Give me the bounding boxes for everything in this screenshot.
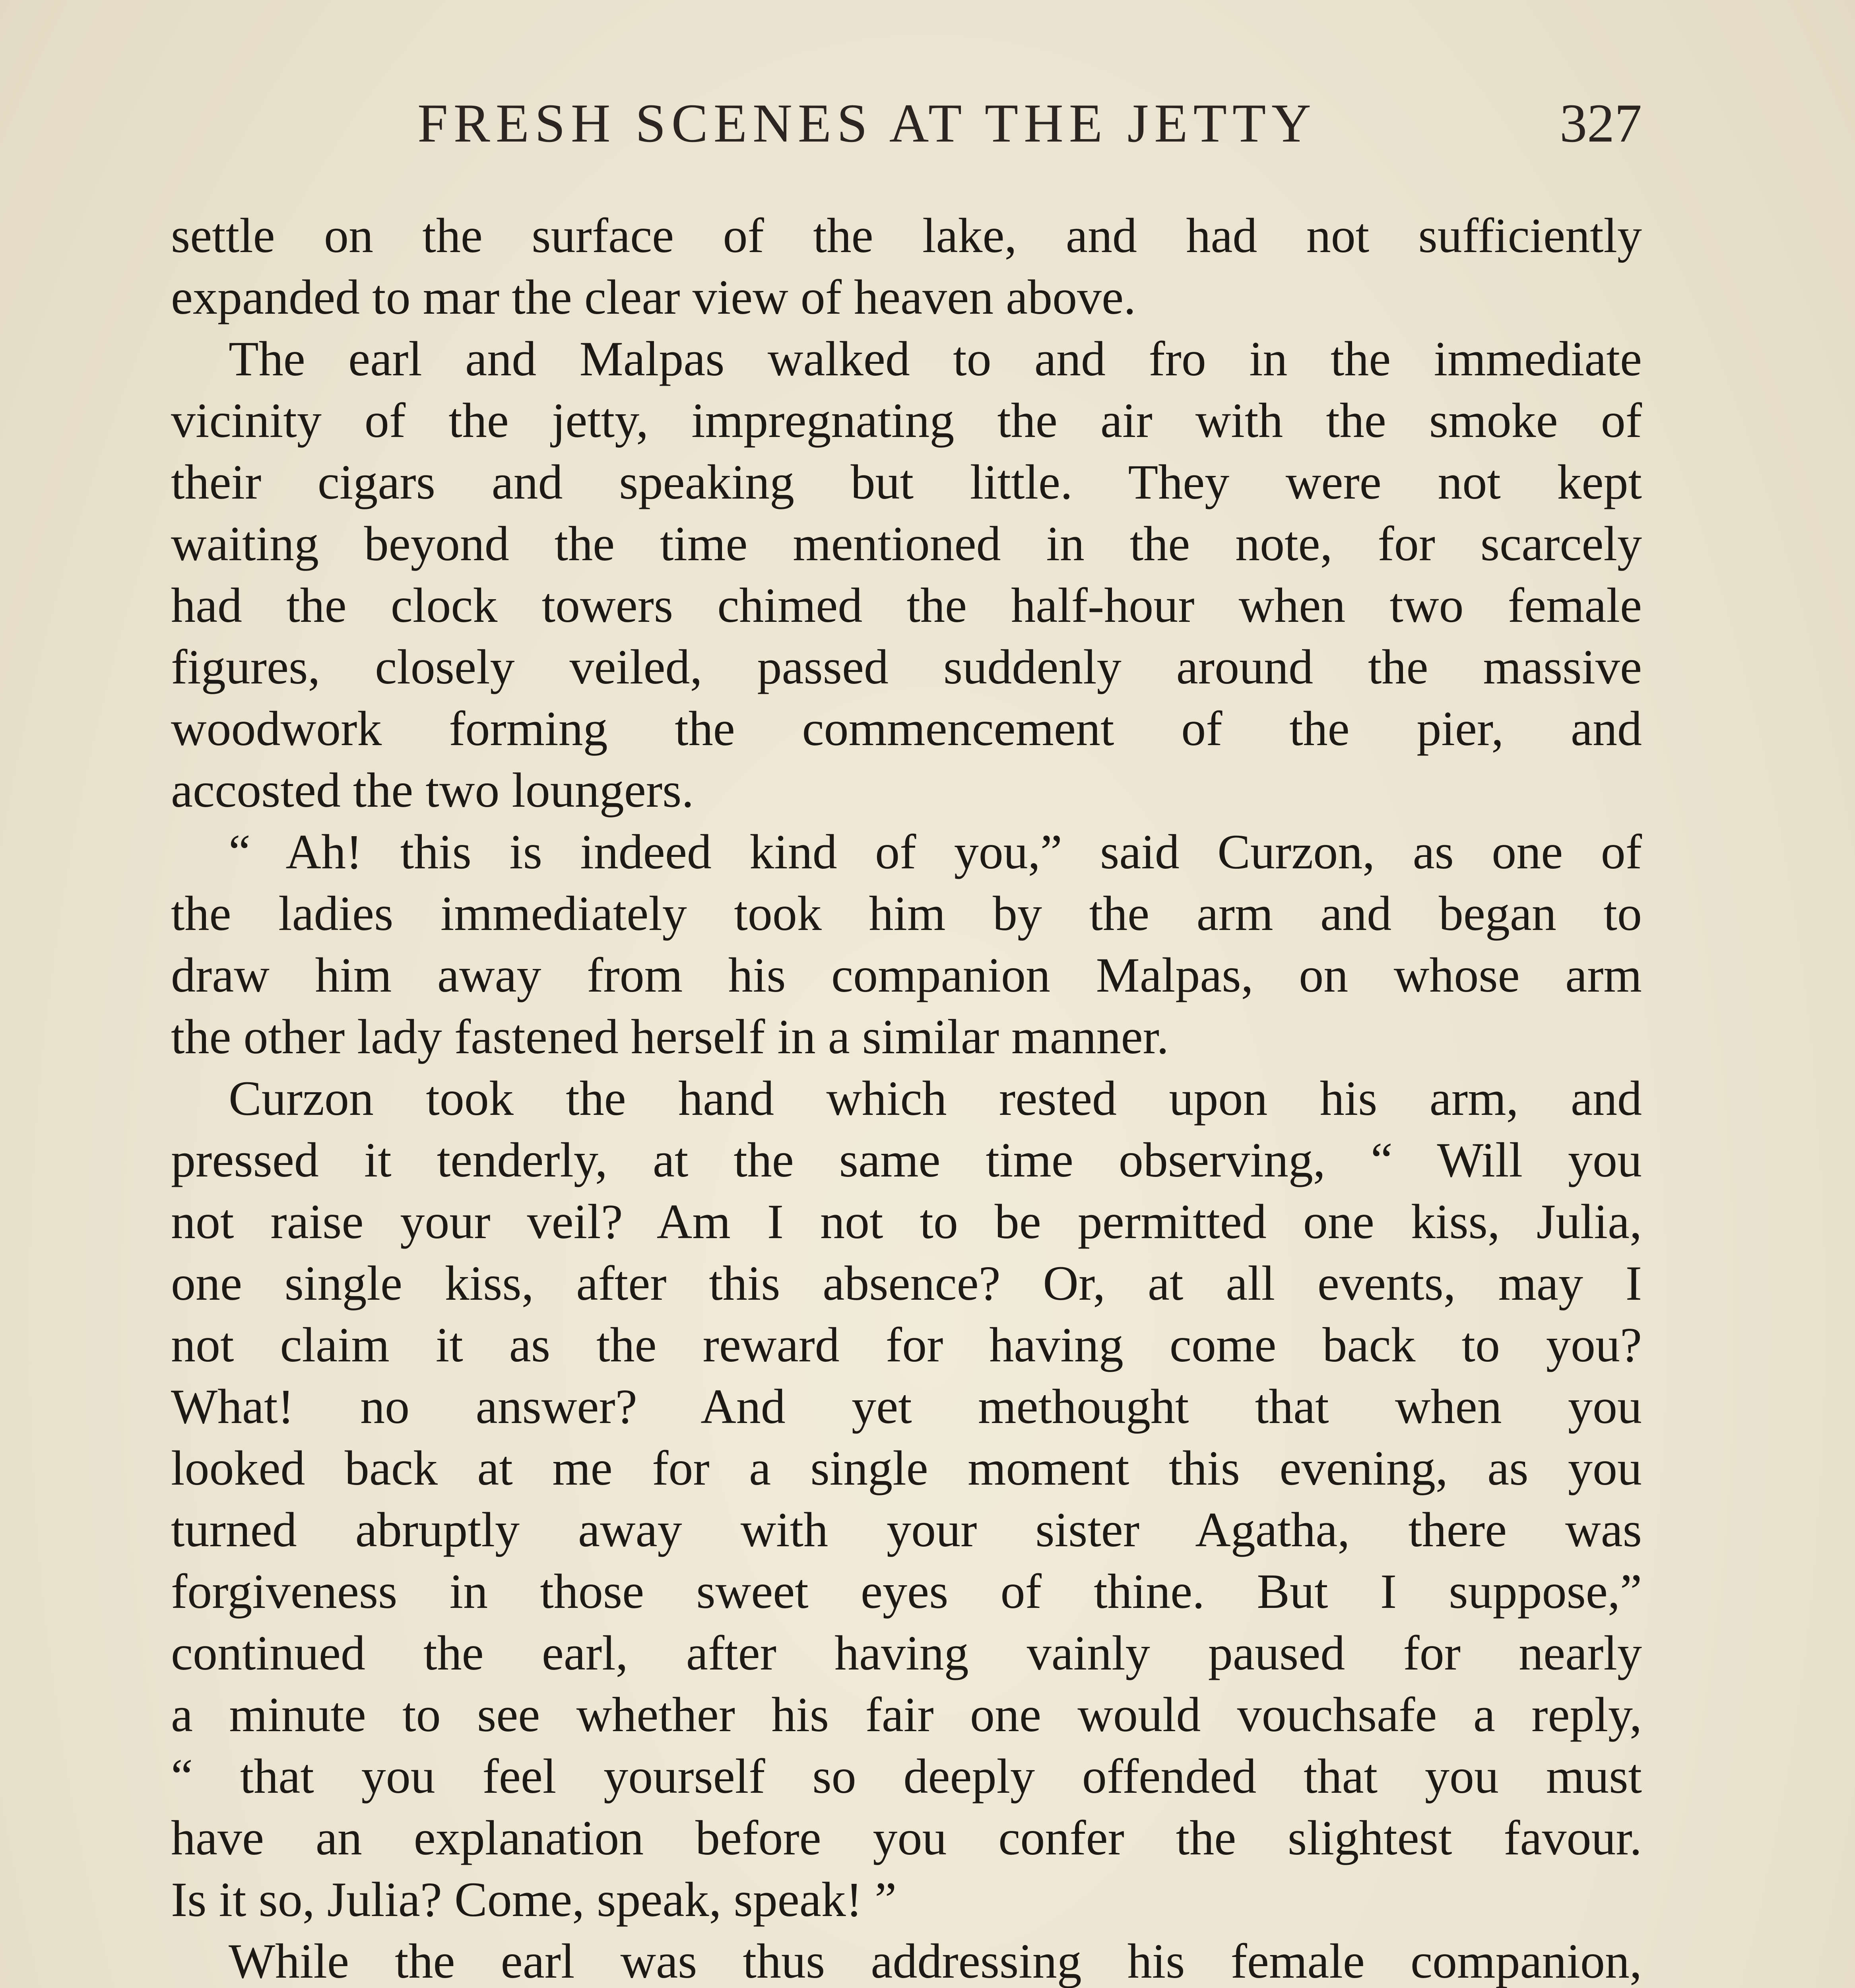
text-line: While the earl was thus addressing his female companion, (229, 1934, 1642, 1988)
text-line: expanded to mar the clear view of heaven above. (171, 270, 1136, 324)
text-line: not claim it as the reward for having come back to you? (171, 1318, 1642, 1372)
text-line: their cigars and speaking but little. They were not kept (171, 455, 1642, 509)
text-line: figures, closely veiled, passed suddenly around the massive (171, 640, 1642, 694)
text-line: The earl and Malpas walked to and fro in the immediate (229, 332, 1642, 386)
text-line: Is it so, Julia? Come, speak, speak! ” (171, 1872, 897, 1927)
text-line: one single kiss, after this absence? Or, at all events, may I (171, 1256, 1642, 1310)
page-header (171, 91, 1642, 155)
running-head: FRESH SCENES AT THE JETTY (417, 93, 1317, 153)
text-line: settle on the surface of the lake, and had not sufficiently (171, 208, 1642, 263)
body-text (171, 205, 1642, 1988)
text-line: woodwork forming the commencement of the pier, and (171, 701, 1642, 756)
text-line: “ Ah! this is indeed kind of you,” said Curzon, as one of (229, 825, 1642, 879)
text-line: forgiveness in those sweet eyes of thine. But I suppose,” (171, 1564, 1642, 1619)
text-line: “ that you feel yourself so deeply offended that you must (171, 1749, 1642, 1804)
text-line: Curzon took the hand which rested upon his arm, and (229, 1071, 1642, 1126)
text-line: had the clock towers chimed the half-hour when two female (171, 578, 1642, 633)
page-number: 327 (1560, 93, 1642, 153)
text-line: pressed it tenderly, at the same time observing, “ Will you (171, 1133, 1642, 1187)
text-line: accosted the two loungers. (171, 763, 694, 817)
text-line: continued the earl, after having vainly paused for nearly (171, 1626, 1642, 1680)
text-line: the ladies immediately took him by the arm and began to (171, 886, 1642, 941)
text-line: not raise your veil? Am I not to be permitted one kiss, Julia, (171, 1194, 1642, 1249)
text-line: have an explanation before you confer the slightest favour. (171, 1811, 1642, 1865)
text-line: waiting beyond the time mentioned in the note, for scarcely (171, 516, 1642, 571)
text-line: a minute to see whether his fair one would vouchsafe a reply, (171, 1687, 1642, 1742)
text-line: vicinity of the jetty, impregnating the air with the smoke of (171, 393, 1642, 448)
text-line: turned abruptly away with your sister Agatha, there was (171, 1503, 1642, 1557)
text-line: looked back at me for a single moment this evening, as you (171, 1441, 1642, 1495)
text-line: What! no answer? And yet methought that when you (171, 1379, 1642, 1434)
text-line: the other lady fastened herself in a similar manner. (171, 1010, 1169, 1064)
text-line: draw him away from his companion Malpas, on whose arm (171, 948, 1642, 1002)
